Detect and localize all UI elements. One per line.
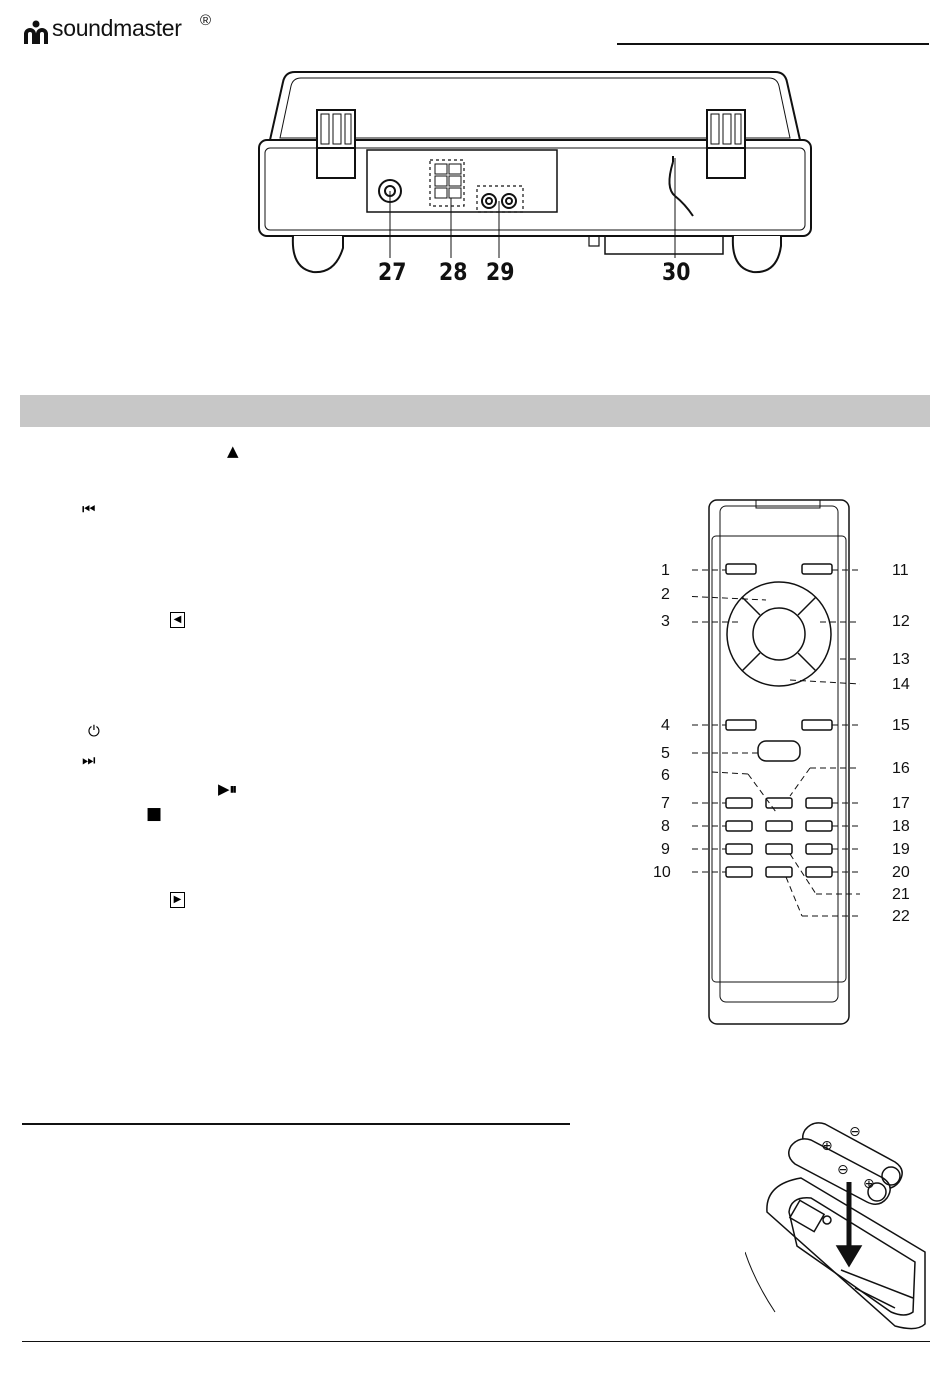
svg-text:⊖: ⊖ — [837, 1162, 849, 1178]
remote-callout-13: 13 — [892, 651, 910, 668]
power-icon: ⏻ — [88, 722, 100, 740]
remote-control-illustration — [690, 496, 860, 1028]
remote-callout-16: 16 — [892, 760, 910, 777]
previous-icon: ⏮ — [82, 500, 96, 518]
callout-30: 30 — [662, 258, 691, 286]
callout-27: 27 — [378, 258, 407, 286]
remote-callout-10: 10 — [653, 864, 671, 881]
brand-name: soundmaster — [52, 15, 182, 41]
remote-callout-9: 9 — [661, 841, 670, 858]
footer-rule — [22, 1341, 930, 1342]
remote-callout-17: 17 — [892, 795, 910, 812]
remote-callout-22: 22 — [892, 908, 910, 925]
right-arrow-icon: ▶ — [170, 892, 185, 908]
callout-29: 29 — [486, 258, 515, 286]
remote-callout-7: 7 — [661, 795, 670, 812]
remote-callout-11: 11 — [892, 562, 909, 579]
remote-callout-12: 12 — [892, 613, 910, 630]
left-arrow-icon: ◀ — [170, 612, 185, 628]
eject-icon: ▲ — [227, 442, 239, 460]
section-rule — [22, 1123, 570, 1125]
section-header-band — [20, 395, 930, 427]
svg-text:⊖: ⊖ — [849, 1124, 861, 1140]
turntable-rear-illustration — [255, 68, 815, 278]
remote-callout-4: 4 — [661, 717, 670, 734]
remote-callout-8: 8 — [661, 818, 670, 835]
remote-callout-18: 18 — [892, 818, 910, 835]
stop-icon: ■ — [146, 804, 163, 824]
remote-callout-20: 20 — [892, 864, 910, 881]
remote-callout-5: 5 — [661, 745, 670, 762]
remote-callout-19: 19 — [892, 841, 910, 858]
remote-callout-1: 1 — [661, 562, 670, 579]
remote-callout-21: 21 — [892, 886, 910, 903]
remote-callout-15: 15 — [892, 717, 910, 734]
remote-callout-6: 6 — [661, 767, 670, 784]
remote-callout-14: 14 — [892, 676, 910, 693]
brand-mark-icon — [22, 20, 50, 46]
play-pause-icon: ▶⏸ — [218, 780, 238, 798]
callout-28: 28 — [439, 258, 468, 286]
svg-text:⊕: ⊕ — [821, 1138, 833, 1154]
registered-mark: ® — [200, 12, 212, 29]
next-icon: ⏭ — [82, 751, 96, 769]
svg-text:⊕: ⊕ — [863, 1176, 875, 1192]
remote-callout-2: 2 — [661, 586, 670, 603]
battery-insertion-illustration — [745, 1112, 930, 1332]
header-rule — [617, 43, 929, 45]
remote-callout-3: 3 — [661, 613, 670, 630]
